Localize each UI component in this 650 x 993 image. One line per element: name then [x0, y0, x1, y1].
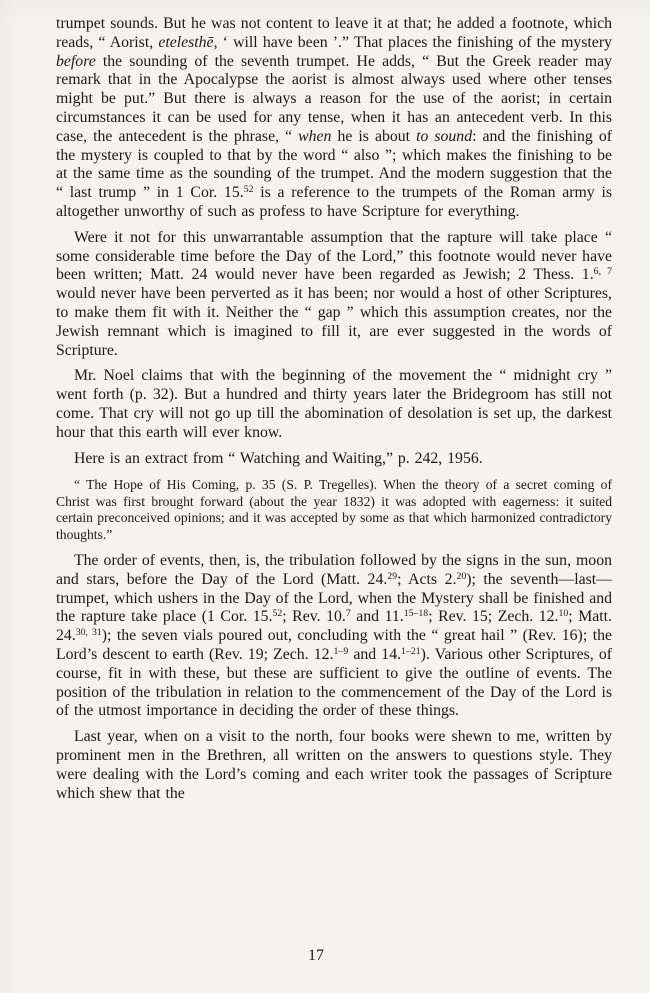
text-run: the sounding of the seventh trumpet. He adds, “ But the Greek reader may remark that in the Apocalypse the aorist is almost always used where other tenses might be put.” But there is always a reason for the use of the aorist; in certain circumstances it can be used for any tense, when it has an antecedent verb. In this case, the antecedent is the phrase, “	[56, 52, 612, 145]
paragraph	[56, 15, 612, 222]
superscript-reference: 52	[272, 608, 283, 620]
page-text	[56, 15, 612, 803]
text-run: Here is an extract from “ Watching and Waiting,” p. 242, 1956.	[74, 449, 483, 467]
paragraph	[56, 450, 612, 469]
text-run: ). Various other Scriptures, of course, fit in with these, but these are sufficient to give the outline of events. The position of the tribulation in relation to the commencement of the Day of the Lord is of the utmost importance in deciding the order of these things.	[56, 645, 612, 720]
text-run: and 11.	[350, 608, 404, 626]
text-run: would never have been perverted as it has been; nor would a host of other Scriptures, to make them fit with it. Neither the “ gap ” which this assumption creates, nor the Jewish remnant which is imagined to fill it, are ever suggested in the words of Scripture.	[56, 285, 612, 359]
italic-text: etelesthē	[158, 33, 214, 51]
text-run: : and the finishing of the mystery is coupled to that by the word “ also ”; which makes the finishing to be at the same time as the sounding of the trumpet. And the modern suggestion that the “ last trump ” in 1 Cor. 15.	[56, 127, 612, 202]
text-run: ; Rev. 10.	[282, 608, 346, 626]
superscript-reference: 1–9	[333, 646, 349, 658]
text-run: ; Rev. 15; Zech. 12.	[428, 608, 559, 626]
superscript-reference: 52	[243, 184, 254, 196]
text-run: and 14.	[348, 645, 402, 663]
text-run: he is about	[331, 127, 417, 145]
paragraph	[56, 367, 612, 442]
text-run: Mr. Noel claims that with the beginning of the movement the “ midnight cry ” went forth (p. 32). But a hundred and thirty years later the Bridegroom has still not come. That cry will not go up till the abomination of desolation is set up, the darkest hour that this earth will ever know.	[56, 367, 612, 441]
paragraph	[56, 229, 612, 361]
superscript-reference: 1–21	[401, 646, 421, 658]
text-run: “ The Hope of His Coming, p. 35 (S. P. Tregelles). When the theory of a secret coming of Christ was first brought forward (about the year 1832) it was adopted with eagerness: it suited certain preconceived opinions; and it was accepted by some as that which harmonized contradictory thoughts.”	[56, 477, 612, 542]
text-run: ); the seventh—last—trumpet, which ushers in the Day of the Lord, when the Mystery shall be finished and the rapture take place (1 Cor. 15.	[56, 570, 612, 626]
text-run: Last year, when on a visit to the north, four books were shewn to me, written by prominent men in the Brethren, all written on the answers to questions style. They were dealing with the Lord’s coming and each writer took the passages of Scripture which shew that the	[56, 728, 612, 802]
italic-text: to sound	[416, 127, 473, 145]
text-run: , ‘ will have been ’.” That places the finishing of the mystery	[213, 33, 612, 51]
superscript-reference: 10	[558, 608, 569, 620]
italic-text: before	[56, 52, 96, 70]
superscript-reference: 15–18	[403, 608, 429, 620]
text-run: ; Matt. 24.	[56, 608, 612, 645]
paragraph	[56, 728, 612, 803]
superscript-reference: 29	[387, 570, 398, 582]
paragraph	[56, 552, 612, 721]
italic-text: when	[298, 127, 332, 145]
text-run: is a reference to the trumpets of the Roman army is altogether unworthy of such as profess to have Scripture for everything.	[56, 184, 612, 220]
text-run: ; Acts 2.	[397, 570, 457, 588]
paragraph	[56, 477, 612, 543]
page-number: 17	[308, 947, 324, 964]
text-run: The order of events, then, is, the tribulation followed by the signs in the sun, moon and stars, before the Day of the Lord (Matt. 24.	[56, 551, 612, 588]
superscript-reference: 6, 7	[593, 266, 612, 278]
text-run: trumpet sounds. But he was not content to leave it at that; he added a footnote, which reads, “ Aorist,	[56, 15, 612, 51]
superscript-reference: 7	[345, 608, 351, 620]
text-run: ); the seven vials poured out, concluding with the “ great hail ” (Rev. 16); the Lord’s descent to earth (Rev. 19; Zech. 12.	[56, 627, 612, 663]
text-run: Were it not for this unwarrantable assumption that the rapture will take place “ some considerable time before the Day of the Lord,” this footnote would never have been written; Matt. 24 would never have been regarded as Jewish; 2 Thess. 1.	[56, 228, 612, 284]
superscript-reference: 20	[456, 570, 467, 582]
superscript-reference: 30, 31	[75, 627, 102, 639]
